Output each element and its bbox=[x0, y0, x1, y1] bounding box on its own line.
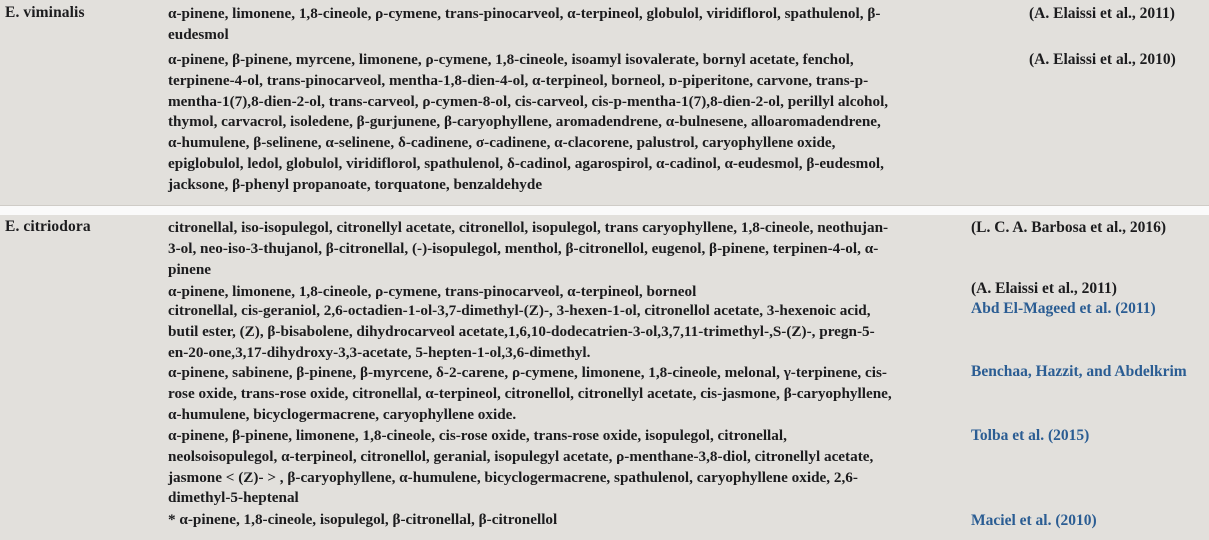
reference-text: (A. Elaissi et al., 2011) bbox=[1029, 5, 1175, 22]
compound-list bbox=[168, 282, 998, 303]
reference-text: Maciel et al. (2010) bbox=[971, 512, 1097, 529]
reference-text: Benchaa, Hazzit, and Abdelkrim bbox=[971, 363, 1187, 380]
species-row-citriodora bbox=[0, 215, 1209, 540]
reference bbox=[1029, 4, 1175, 25]
compound-list bbox=[168, 50, 998, 196]
reference-text: (A. Elaissi et al., 2010) bbox=[1029, 51, 1176, 68]
reference-text: Tolba et al. (2015) bbox=[971, 427, 1090, 444]
compound-text: α-pinene, limonene, 1,8-cineole, ρ-cymene, trans-pinocarveol, α-terpineol, borneol bbox=[168, 283, 697, 300]
compound-text: α-pinene, sabinene, β-pinene, β-myrcene, δ-2-carene, ρ-cymene, limonene, 1,8-cineole, melonal, γ-terpinene, cis- rose oxide, trans-rose oxide, citronellal, α-terpineol, citronellol, citronellyl acetate, cis-jasmone, β-caryophyllene, α-humulene, bicyclogermacrene, caryophyllene oxide. bbox=[168, 364, 892, 423]
compound-list bbox=[168, 4, 998, 46]
compound-list bbox=[168, 363, 998, 425]
reference bbox=[971, 426, 1089, 447]
species-name: E. citriodora bbox=[5, 218, 91, 235]
reference bbox=[971, 511, 1097, 532]
compound-text: citronellal, iso-isopulegol, citronellyl acetate, citronellol, isopulegol, trans caryophyllene, 1,8-cineole, neothujan- 3-ol, neo-iso-3-thujanol, β-citronellal, (-)-isopulegol, menthol, β-citronellol, eugenol, β-pinene, terpinen-4-ol, α- pinene bbox=[168, 219, 889, 278]
reference bbox=[971, 299, 1156, 320]
reference bbox=[971, 362, 1187, 383]
reference bbox=[971, 279, 1117, 300]
compound-text: citronellal, cis-geraniol, 2,6-octadien-1-ol-3,7-dimethyl-(Z)-, 3-hexen-1-ol, citronellol acetate, 3-hexenoic acid, butil ester, (Z), β-bisabolene, dihydrocarveol acetate,1,6,10-dodecatrien-3-ol,3,7,11-trimethyl-,S-(Z)-, pregn-5- en-20-one,3,17-dihydroxy-3,3-acetate, 5-hepten-1-ol,3,6-dimethyl. bbox=[168, 302, 875, 361]
compound-text: α-pinene, β-pinene, myrcene, limonene, ρ-cymene, 1,8-cineole, isoamyl isovalerate, bornyl acetate, fenchol, terpinene-4-ol, trans-pinocarveol, mentha-1,8-dien-4-ol, α-terpineol, borneol, ᴅ-piperitone, carvone, trans-p- mentha-1(7),8-dien-2-ol, trans-carveol, ρ-cymen-8-ol, cis-carveol, cis-p-mentha-1(7),8-dien-2-ol, perillyl alcohol, thymol, carvacrol, isoledene, β-gurjunene, β-caryophyllene, aromadendrene, α-bulnesene, alloaromadendrene, α-humulene, β-selinene, α-selinene, δ-cadinene, σ-cadinene, α-clacorene, palustrol, caryophyllene oxide, epiglobulol, ledol, globulol, viridiflorol, spathulenol, δ-cadinol, agarospirol, α-cadinol, α-eudesmol, β-eudesmol, jacksone, β-phenyl propanoate, torquatone, benzaldehyde bbox=[168, 51, 889, 193]
reference bbox=[971, 218, 1166, 239]
species-row-viminalis bbox=[0, 0, 1209, 206]
compound-list bbox=[168, 301, 998, 363]
compound-list bbox=[168, 218, 998, 280]
reference bbox=[1029, 50, 1176, 71]
compound-text: α-pinene, limonene, 1,8-cineole, ρ-cymene, trans-pinocarveol, α-terpineol, globulol, viridiflorol, spathulenol, β- eudesmol bbox=[168, 5, 881, 43]
reference-text: Abd El-Mageed et al. (2011) bbox=[971, 300, 1156, 317]
compound-text: α-pinene, β-pinene, limonene, 1,8-cineole, cis-rose oxide, trans-rose oxide, isopulegol, citronellal, neolsoisopulegol, α-terpineol, citronellol, geranial, isopulegyl acetate, ρ-menthane-3,8-diol, citronellyl acetate, jasmone < (Z)- > , β-caryophyllene, α-humulene, bicyclogermacrene, spathulenol, caryophyllene oxide, 2,6- dimethyl-5-heptenal bbox=[168, 427, 874, 507]
compound-list bbox=[168, 510, 998, 531]
reference-text: (L. C. A. Barbosa et al., 2016) bbox=[971, 219, 1167, 236]
compound-text: * α-pinene, 1,8-cineole, isopulegol, β-citronellal, β-citronellol bbox=[168, 511, 558, 528]
reference-text: (A. Elaissi et al., 2011) bbox=[971, 280, 1117, 297]
row-divider bbox=[0, 206, 1209, 215]
compound-list bbox=[168, 426, 998, 509]
species-name: E. viminalis bbox=[5, 4, 85, 21]
